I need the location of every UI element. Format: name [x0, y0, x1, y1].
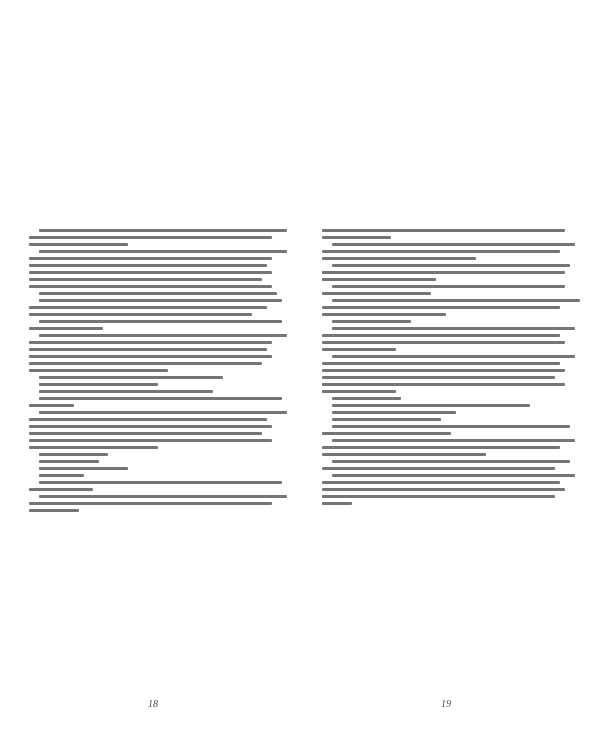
left-paragraph-12 [29, 453, 277, 456]
right-paragraph-14 [322, 439, 570, 456]
left-paragraph-17 [29, 495, 277, 512]
left-paragraph-6 [29, 334, 277, 372]
right-paragraph-5 [322, 299, 570, 316]
page-number-right: 19 [441, 699, 451, 710]
page-number-left: 18 [148, 699, 158, 710]
right-page [322, 229, 570, 710]
left-paragraph-15 [29, 474, 277, 477]
left-paragraph-2 [29, 250, 277, 288]
left-paragraph-9 [29, 390, 277, 393]
left-paragraph-10 [29, 397, 277, 407]
right-paragraph-10 [322, 404, 570, 407]
left-paragraph-5 [29, 320, 277, 330]
right-paragraph-13 [322, 425, 570, 435]
right-paragraph-11 [322, 411, 570, 414]
left-paragraph-11 [29, 411, 277, 449]
left-paragraph-14 [29, 467, 277, 470]
right-paragraph-12 [322, 418, 570, 421]
right-paragraph-16 [322, 474, 570, 505]
right-paragraph-1 [322, 229, 570, 239]
left-page-text-column [29, 229, 277, 516]
right-paragraph-9 [322, 397, 570, 400]
right-page-text-column [322, 229, 570, 509]
left-paragraph-4 [29, 299, 277, 316]
right-paragraph-6 [322, 320, 570, 323]
right-paragraph-7 [322, 327, 570, 351]
left-page [29, 229, 277, 710]
left-paragraph-8 [29, 383, 277, 386]
gutter [300, 0, 301, 750]
right-paragraph-3 [322, 264, 570, 281]
right-paragraph-8 [322, 355, 570, 393]
left-paragraph-1 [29, 229, 277, 246]
right-paragraph-2 [322, 243, 570, 260]
left-paragraph-7 [29, 376, 277, 379]
right-paragraph-15 [322, 460, 570, 470]
left-paragraph-3 [29, 292, 277, 295]
left-paragraph-16 [29, 481, 277, 491]
right-paragraph-4 [322, 285, 570, 295]
left-paragraph-13 [29, 460, 277, 463]
